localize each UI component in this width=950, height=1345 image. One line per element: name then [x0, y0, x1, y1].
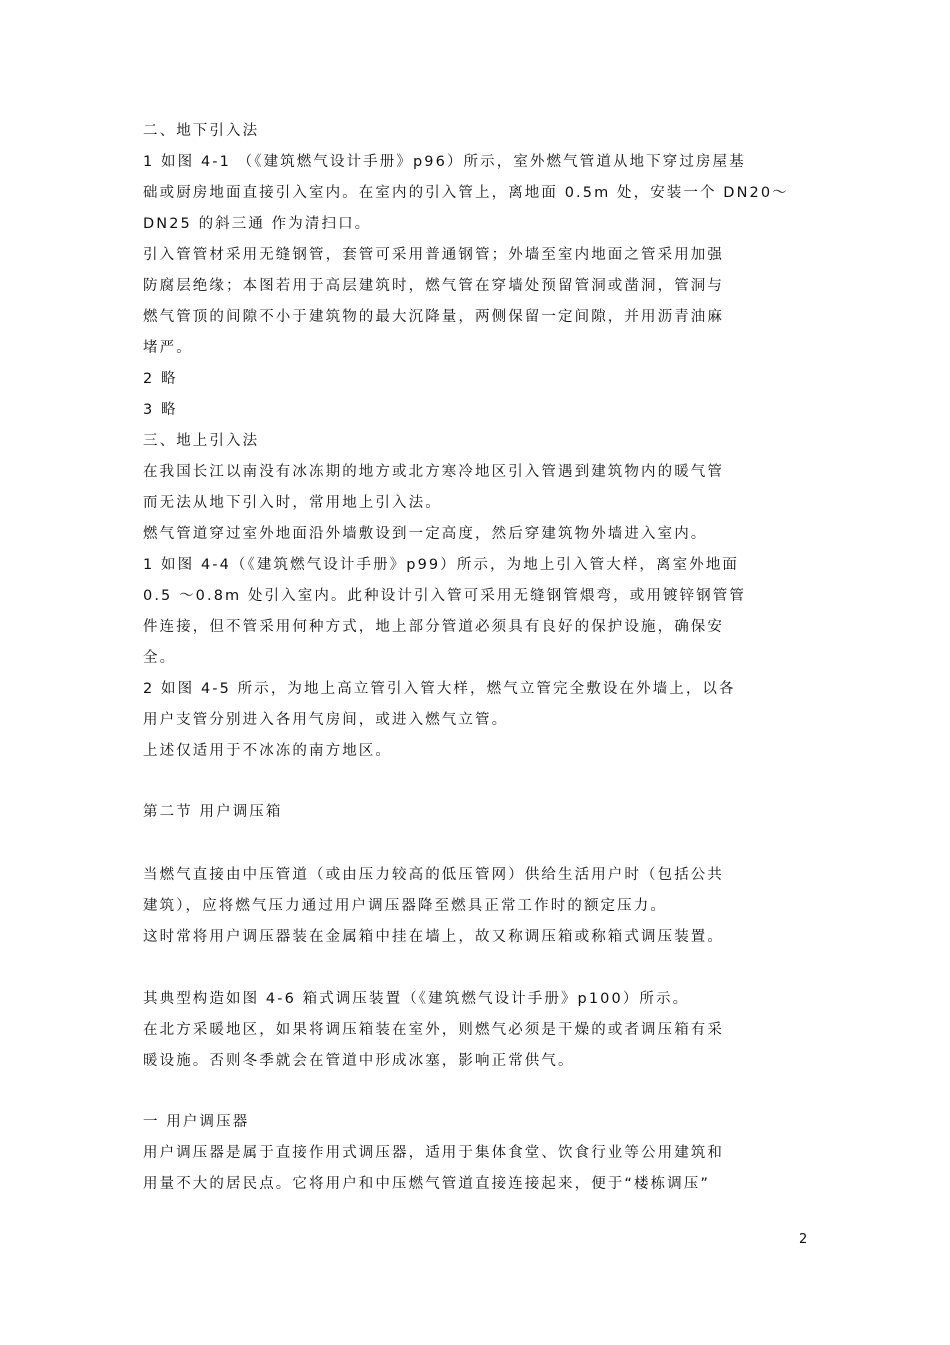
- paragraph-line: 2 略: [143, 371, 178, 387]
- paragraph-line: 燃气管顶的间隙不小于建筑物的最大沉降量，两侧保留一定间隙，并用沥青油麻: [143, 309, 724, 325]
- paragraph-line: 这时常将用户调压器装在金属箱中挂在墙上，故又称调压箱或称箱式调压装置。: [143, 929, 724, 945]
- paragraph-line: 燃气管道穿过室外地面沿外墙敷设到一定高度，然后穿建筑物外墙进入室内。: [143, 526, 708, 542]
- paragraph-line: DN25 的斜三通 作为清扫口。: [143, 216, 372, 232]
- paragraph-line: 在北方采暖地区，如果将调压箱装在室外，则燃气必须是干燥的或者调压箱有采: [143, 1022, 724, 1038]
- paragraph-line: 1 如图 4-1 （《建筑燃气设计手册》p96）所示，室外燃气管道从地下穿过房屋基: [143, 154, 746, 170]
- paragraph-line: 用量不大的居民点。它将用户和中压燃气管道直接连接起来，便于“楼栋调压”: [143, 1176, 711, 1192]
- paragraph-line: 1 如图 4-4（《建筑燃气设计手册》p99）所示，为地上引入管大样，离室外地面: [143, 557, 740, 573]
- paragraph-line: 用户支管分别进入各用气房间，或进入燃气立管。: [143, 712, 509, 728]
- paragraph-line: 2 如图 4-5 所示，为地上高立管引入管大样，燃气立管完全敷设在外墙上，以各: [143, 681, 736, 697]
- paragraph-line: 其典型构造如图 4-6 箱式调压装置（《建筑燃气设计手册》p100）所示。: [143, 991, 690, 1007]
- paragraph-line: 引入管管材采用无缝钢管，套管可采用普通钢管；外墙至室内地面之管采用加强: [143, 247, 724, 263]
- paragraph-line: 当燃气直接由中压管道（或由压力较高的低压管网）供给生活用户时（包括公共: [143, 867, 724, 883]
- paragraph-line: 用户调压器是属于直接作用式调压器，适用于集体食堂、饮食行业等公用建筑和: [143, 1145, 724, 1161]
- paragraph-line: 0.5 ～0.8m 处引入室内。此种设计引入管可采用无缝钢管煨弯，或用镀锌钢管管: [143, 588, 746, 604]
- section-title: 第二节 用户调压箱: [143, 804, 283, 820]
- paragraph-line: 在我国长江以南没有冰冻期的地方或北方寒冷地区引入管遇到建筑物内的暖气管: [143, 464, 724, 480]
- paragraph-line: 防腐层绝缘；本图若用于高层建筑时，燃气管在穿墙处预留管洞或凿洞，管洞与: [143, 278, 724, 294]
- paragraph-line: 全。: [143, 650, 177, 666]
- paragraph-line: 暖设施。否则冬季就会在管道中形成冰塞，影响正常供气。: [143, 1053, 575, 1069]
- paragraph-line: 3 略: [143, 402, 178, 418]
- section-heading: 三、地上引入法: [143, 433, 260, 449]
- paragraph-line: 础或厨房地面直接引入室内。在室内的引入管上，离地面 0.5m 处，安装一个 DN20～: [143, 185, 789, 201]
- paragraph-line: 而无法从地下引入时，常用地上引入法。: [143, 495, 442, 511]
- paragraph-line: 建筑），应将燃气压力通过用户调压器降至燃具正常工作时的额定压力。: [143, 898, 667, 914]
- page-number: 2: [799, 1232, 808, 1247]
- section-heading: 二、地下引入法: [143, 123, 260, 139]
- section-heading: 一 用户调压器: [143, 1114, 250, 1130]
- paragraph-line: 上述仅适用于不冰冻的南方地区。: [143, 743, 392, 759]
- paragraph-line: 堵严。: [143, 340, 193, 356]
- paragraph-line: 件连接，但不管采用何种方式，地上部分管道必须具有良好的保护设施，确保安: [143, 619, 724, 635]
